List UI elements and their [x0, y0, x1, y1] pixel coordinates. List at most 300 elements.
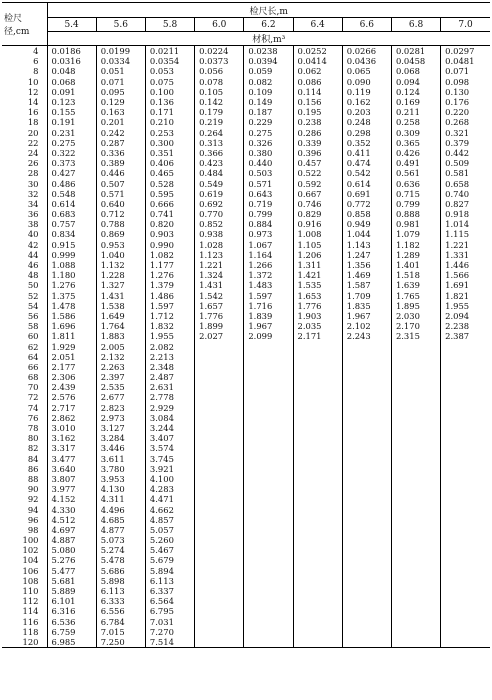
volume-cell: 0.406 [145, 158, 194, 168]
volume-cell [391, 352, 440, 362]
volume-cell [244, 576, 293, 586]
volume-cell: 2.005 [96, 341, 145, 351]
volume-cell [391, 403, 440, 413]
volume-cell: 0.0199 [96, 46, 145, 57]
volume-cell: 0.065 [342, 66, 391, 76]
volume-cell [293, 566, 342, 576]
volume-cell: 0.078 [195, 77, 244, 87]
volume-cell [391, 494, 440, 504]
diameter-cell: 86 [2, 464, 47, 474]
volume-cell: 2.315 [391, 331, 440, 341]
volume-cell: 0.156 [293, 97, 342, 107]
volume-cell [244, 392, 293, 402]
volume-cell [244, 545, 293, 555]
volume-cell: 1.182 [391, 240, 440, 250]
volume-cell: 0.051 [96, 66, 145, 76]
volume-cell: 0.155 [47, 107, 96, 117]
volume-cell: 0.248 [342, 117, 391, 127]
volume-cell [342, 362, 391, 372]
table-row [2, 270, 490, 280]
volume-cell: 1.375 [47, 291, 96, 301]
volume-cell: 0.313 [195, 138, 244, 148]
volume-cell: 0.109 [244, 87, 293, 97]
length-value-header: 6.0 [195, 18, 244, 32]
volume-cell: 0.542 [342, 168, 391, 178]
volume-cell: 0.614 [342, 178, 391, 188]
volume-cell: 1.895 [391, 301, 440, 311]
volume-cell [441, 576, 490, 586]
volume-cell [391, 576, 440, 586]
volume-cell: 6.333 [96, 596, 145, 606]
volume-cell: 0.119 [342, 87, 391, 97]
diameter-cell: 42 [2, 240, 47, 250]
table-row [2, 535, 490, 545]
volume-cell: 7.031 [145, 617, 194, 627]
table-row [2, 311, 490, 321]
volume-cell: 1.649 [96, 311, 145, 321]
diameter-cell: 112 [2, 596, 47, 606]
volume-cell: 0.068 [47, 77, 96, 87]
volume-cell: 2.535 [96, 382, 145, 392]
volume-cell: 0.171 [145, 107, 194, 117]
length-value-header: 6.8 [391, 18, 440, 32]
volume-cell: 0.056 [195, 66, 244, 76]
volume-cell: 5.889 [47, 586, 96, 596]
volume-cell [391, 362, 440, 372]
volume-cell [391, 545, 440, 555]
volume-cell: 1.597 [145, 301, 194, 311]
volume-cell: 0.339 [293, 138, 342, 148]
volume-cell: 5.467 [145, 545, 194, 555]
volume-cell: 0.827 [441, 199, 490, 209]
volume-cell: 0.242 [96, 128, 145, 138]
length-value-header: 5.6 [96, 18, 145, 32]
table-row [2, 433, 490, 443]
volume-cell [293, 352, 342, 362]
volume-cell [293, 555, 342, 565]
volume-cell [391, 637, 440, 648]
volume-cell: 2.263 [96, 362, 145, 372]
volume-cell [391, 586, 440, 596]
volume-cell: 0.981 [391, 219, 440, 229]
volume-cell: 0.667 [293, 189, 342, 199]
table-row [2, 627, 490, 637]
volume-cell: 1.008 [293, 229, 342, 239]
volume-cell: 0.595 [145, 189, 194, 199]
volume-cell: 0.091 [47, 87, 96, 97]
volume-cell: 0.953 [96, 240, 145, 250]
volume-cell [195, 474, 244, 484]
diameter-cell: 56 [2, 311, 47, 321]
volume-cell: 0.0266 [342, 46, 391, 57]
table-row [2, 494, 490, 504]
volume-cell: 2.171 [293, 331, 342, 341]
volume-cell: 2.099 [244, 331, 293, 341]
volume-cell: 0.548 [47, 189, 96, 199]
diameter-cell: 76 [2, 413, 47, 423]
volume-cell [391, 596, 440, 606]
table-row [2, 158, 490, 168]
volume-cell [244, 464, 293, 474]
volume-cell [342, 341, 391, 351]
volume-cell: 1.331 [441, 250, 490, 260]
volume-cell: 4.311 [96, 494, 145, 504]
diameter-cell: 60 [2, 331, 47, 341]
table-row [2, 229, 490, 239]
volume-cell [195, 566, 244, 576]
volume-cell: 0.095 [96, 87, 145, 97]
volume-cell: 3.780 [96, 464, 145, 474]
volume-cell: 0.507 [96, 178, 145, 188]
table-row [2, 240, 490, 250]
volume-cell: 0.211 [391, 107, 440, 117]
volume-cell [441, 352, 490, 362]
volume-cell: 0.770 [195, 209, 244, 219]
diameter-cell: 74 [2, 403, 47, 413]
volume-cell: 0.287 [96, 138, 145, 148]
volume-cell: 2.973 [96, 413, 145, 423]
volume-cell: 0.210 [145, 117, 194, 127]
volume-cell [441, 596, 490, 606]
volume-cell [293, 515, 342, 525]
volume-cell: 0.484 [195, 168, 244, 178]
volume-cell: 0.903 [145, 229, 194, 239]
volume-cell: 1.716 [244, 301, 293, 311]
volume-cell: 1.776 [293, 301, 342, 311]
volume-cell: 0.258 [391, 117, 440, 127]
volume-cell [244, 606, 293, 616]
volume-cell: 2.439 [47, 382, 96, 392]
volume-cell [342, 555, 391, 565]
volume-cell: 0.571 [96, 189, 145, 199]
table-row [2, 637, 490, 648]
volume-cell: 3.284 [96, 433, 145, 443]
volume-cell: 0.321 [441, 128, 490, 138]
volume-cell: 2.170 [391, 321, 440, 331]
volume-cell: 0.640 [96, 199, 145, 209]
volume-cell: 3.010 [47, 423, 96, 433]
diameter-cell: 66 [2, 362, 47, 372]
volume-cell [293, 545, 342, 555]
volume-cell: 0.336 [96, 148, 145, 158]
volume-cell [244, 413, 293, 423]
volume-cell: 0.380 [244, 148, 293, 158]
volume-cell: 4.496 [96, 504, 145, 514]
volume-cell: 0.048 [47, 66, 96, 76]
volume-cell [293, 617, 342, 627]
diameter-cell: 6 [2, 56, 47, 66]
volume-cell [342, 576, 391, 586]
volume-cell: 0.098 [441, 77, 490, 87]
volume-cell: 0.999 [47, 250, 96, 260]
volume-cell: 1.712 [145, 311, 194, 321]
volume-cell: 0.592 [293, 178, 342, 188]
volume-cell: 4.471 [145, 494, 194, 504]
volume-cell [195, 484, 244, 494]
table-row [2, 474, 490, 484]
volume-cell [293, 392, 342, 402]
diameter-cell: 58 [2, 321, 47, 331]
volume-cell: 0.888 [391, 209, 440, 219]
volume-cell [244, 617, 293, 627]
table-row [2, 555, 490, 565]
table-row [2, 97, 490, 107]
table-row [2, 280, 490, 290]
volume-cell [293, 382, 342, 392]
volume-cell [342, 566, 391, 576]
table-row [2, 260, 490, 270]
volume-cell [391, 433, 440, 443]
volume-cell: 0.411 [342, 148, 391, 158]
volume-cell: 0.309 [391, 128, 440, 138]
volume-cell: 0.423 [195, 158, 244, 168]
table-row [2, 66, 490, 76]
volume-cell [342, 617, 391, 627]
table-row [2, 525, 490, 535]
diameter-cell: 52 [2, 291, 47, 301]
volume-cell [441, 566, 490, 576]
volume-cell [195, 433, 244, 443]
volume-cell: 2.082 [145, 341, 194, 351]
volume-cell: 1.247 [342, 250, 391, 260]
diameter-cell: 84 [2, 454, 47, 464]
volume-cell: 1.832 [145, 321, 194, 331]
volume-cell [195, 576, 244, 586]
volume-cell [441, 423, 490, 433]
volume-cell: 3.574 [145, 443, 194, 453]
volume-cell: 0.666 [145, 199, 194, 209]
volume-cell: 3.446 [96, 443, 145, 453]
diameter-header: 检尺径,cm [2, 3, 47, 46]
volume-cell [244, 504, 293, 514]
volume-cell [342, 413, 391, 423]
diameter-cell: 96 [2, 515, 47, 525]
volume-cell: 4.283 [145, 484, 194, 494]
volume-cell: 2.102 [342, 321, 391, 331]
volume-cell [195, 413, 244, 423]
volume-cell: 5.057 [145, 525, 194, 535]
volume-cell: 1.597 [244, 291, 293, 301]
volume-cell: 5.080 [47, 545, 96, 555]
volume-cell [441, 372, 490, 382]
volume-cell [342, 504, 391, 514]
volume-cell: 1.518 [391, 270, 440, 280]
volume-cell [342, 382, 391, 392]
table-row [2, 107, 490, 117]
volume-cell [195, 443, 244, 453]
volume-cell [342, 484, 391, 494]
volume-cell: 4.857 [145, 515, 194, 525]
table-row [2, 77, 490, 87]
diameter-cell: 90 [2, 484, 47, 494]
volume-cell: 1.067 [244, 240, 293, 250]
diameter-cell: 64 [2, 352, 47, 362]
volume-cell: 1.372 [244, 270, 293, 280]
volume-cell: 0.275 [47, 138, 96, 148]
table-row [2, 576, 490, 586]
table-row [2, 596, 490, 606]
volume-cell [391, 484, 440, 494]
volume-cell [195, 382, 244, 392]
volume-cell: 0.090 [342, 77, 391, 87]
table-row [2, 148, 490, 158]
volume-cell: 6.337 [145, 586, 194, 596]
volume-cell: 1.431 [96, 291, 145, 301]
volume-cell: 0.691 [342, 189, 391, 199]
volume-cell: 0.201 [96, 117, 145, 127]
volume-cell: 0.366 [195, 148, 244, 158]
volume-cell: 2.177 [47, 362, 96, 372]
volume-cell: 1.164 [244, 250, 293, 260]
diameter-cell: 82 [2, 443, 47, 453]
volume-cell: 2.929 [145, 403, 194, 413]
volume-cell: 3.921 [145, 464, 194, 474]
volume-cell: 5.686 [96, 566, 145, 576]
volume-cell: 0.0458 [391, 56, 440, 66]
volume-cell [195, 555, 244, 565]
volume-cell: 0.142 [195, 97, 244, 107]
volume-cell: 1.929 [47, 341, 96, 351]
volume-cell: 1.776 [195, 311, 244, 321]
volume-cell [391, 464, 440, 474]
volume-cell: 0.203 [342, 107, 391, 117]
volume-cell [293, 362, 342, 372]
volume-cell: 0.071 [441, 66, 490, 76]
volume-cell [342, 443, 391, 453]
table-row [2, 443, 490, 453]
volume-cell: 6.536 [47, 617, 96, 627]
volume-cell: 0.082 [244, 77, 293, 87]
length-header: 检尺长,m [47, 3, 490, 18]
volume-cell [195, 392, 244, 402]
volume-cell: 1.709 [342, 291, 391, 301]
volume-cell: 2.213 [145, 352, 194, 362]
volume-cell [391, 566, 440, 576]
volume-cell: 1.115 [441, 229, 490, 239]
volume-cell: 1.478 [47, 301, 96, 311]
volume-cell [391, 372, 440, 382]
volume-cell: 3.477 [47, 454, 96, 464]
volume-cell: 0.799 [244, 209, 293, 219]
diameter-cell: 92 [2, 494, 47, 504]
volume-cell: 0.162 [342, 97, 391, 107]
volume-cell: 6.759 [47, 627, 96, 637]
volume-cell: 1.266 [244, 260, 293, 270]
volume-cell: 2.243 [342, 331, 391, 341]
volume-cell: 6.784 [96, 617, 145, 627]
volume-cell: 2.677 [96, 392, 145, 402]
volume-cell: 0.229 [244, 117, 293, 127]
volume-cell [293, 413, 342, 423]
volume-cell: 0.0297 [441, 46, 490, 57]
volume-cell: 1.883 [96, 331, 145, 341]
volume-cell: 2.094 [441, 311, 490, 321]
volume-cell: 0.916 [293, 219, 342, 229]
volume-cell [342, 423, 391, 433]
diameter-cell: 104 [2, 555, 47, 565]
volume-cell [342, 392, 391, 402]
volume-cell: 1.356 [342, 260, 391, 270]
volume-cell: 0.326 [244, 138, 293, 148]
volume-cell: 0.0252 [293, 46, 342, 57]
diameter-cell: 78 [2, 423, 47, 433]
volume-cell: 0.231 [47, 128, 96, 138]
diameter-cell: 44 [2, 250, 47, 260]
volume-cell: 1.657 [195, 301, 244, 311]
volume-cell: 0.0481 [441, 56, 490, 66]
volume-cell [195, 372, 244, 382]
volume-cell: 1.105 [293, 240, 342, 250]
volume-cell [293, 433, 342, 443]
volume-cell: 0.746 [293, 199, 342, 209]
length-values-row [2, 18, 490, 32]
volume-cell [441, 586, 490, 596]
table-row [2, 464, 490, 474]
table-row [2, 504, 490, 514]
volume-cell: 1.311 [293, 260, 342, 270]
table-row [2, 168, 490, 178]
table-row [2, 209, 490, 219]
volume-cell: 4.685 [96, 515, 145, 525]
volume-cell: 3.977 [47, 484, 96, 494]
volume-cell: 0.0394 [244, 56, 293, 66]
volume-cell [293, 637, 342, 648]
volume-cell: 0.427 [47, 168, 96, 178]
table-row [2, 178, 490, 188]
volume-cell: 0.0354 [145, 56, 194, 66]
volume-cell: 0.658 [441, 178, 490, 188]
volume-cell: 0.365 [391, 138, 440, 148]
volume-cell: 0.0373 [195, 56, 244, 66]
table-row [2, 352, 490, 362]
volume-cell: 0.636 [391, 178, 440, 188]
volume-cell [441, 341, 490, 351]
volume-cell: 4.100 [145, 474, 194, 484]
volume-cell: 1.811 [47, 331, 96, 341]
volume-cell: 5.894 [145, 566, 194, 576]
volume-cell: 0.071 [96, 77, 145, 87]
volume-cell [391, 382, 440, 392]
volume-cell [293, 576, 342, 586]
diameter-cell: 34 [2, 199, 47, 209]
volume-cell [244, 535, 293, 545]
volume-cell: 0.799 [391, 199, 440, 209]
volume-cell: 0.938 [195, 229, 244, 239]
volume-cell: 5.681 [47, 576, 96, 586]
table-row [2, 484, 490, 494]
volume-cell: 1.044 [342, 229, 391, 239]
volume-cell: 4.130 [96, 484, 145, 494]
volume-cell: 0.0436 [342, 56, 391, 66]
volume-cell [195, 341, 244, 351]
volume-cell: 3.640 [47, 464, 96, 474]
volume-cell [441, 535, 490, 545]
volume-cell [441, 637, 490, 648]
volume-cell: 1.221 [441, 240, 490, 250]
volume-cell [195, 606, 244, 616]
volume-cell [293, 525, 342, 535]
volume-cell: 1.967 [342, 311, 391, 321]
volume-cell [244, 433, 293, 443]
volume-cell: 2.306 [47, 372, 96, 382]
volume-cell: 1.764 [96, 321, 145, 331]
diameter-cell: 62 [2, 341, 47, 351]
volume-cell [441, 515, 490, 525]
table-row [2, 515, 490, 525]
volume-cell: 0.075 [145, 77, 194, 87]
volume-cell [441, 433, 490, 443]
volume-cell: 0.990 [145, 240, 194, 250]
